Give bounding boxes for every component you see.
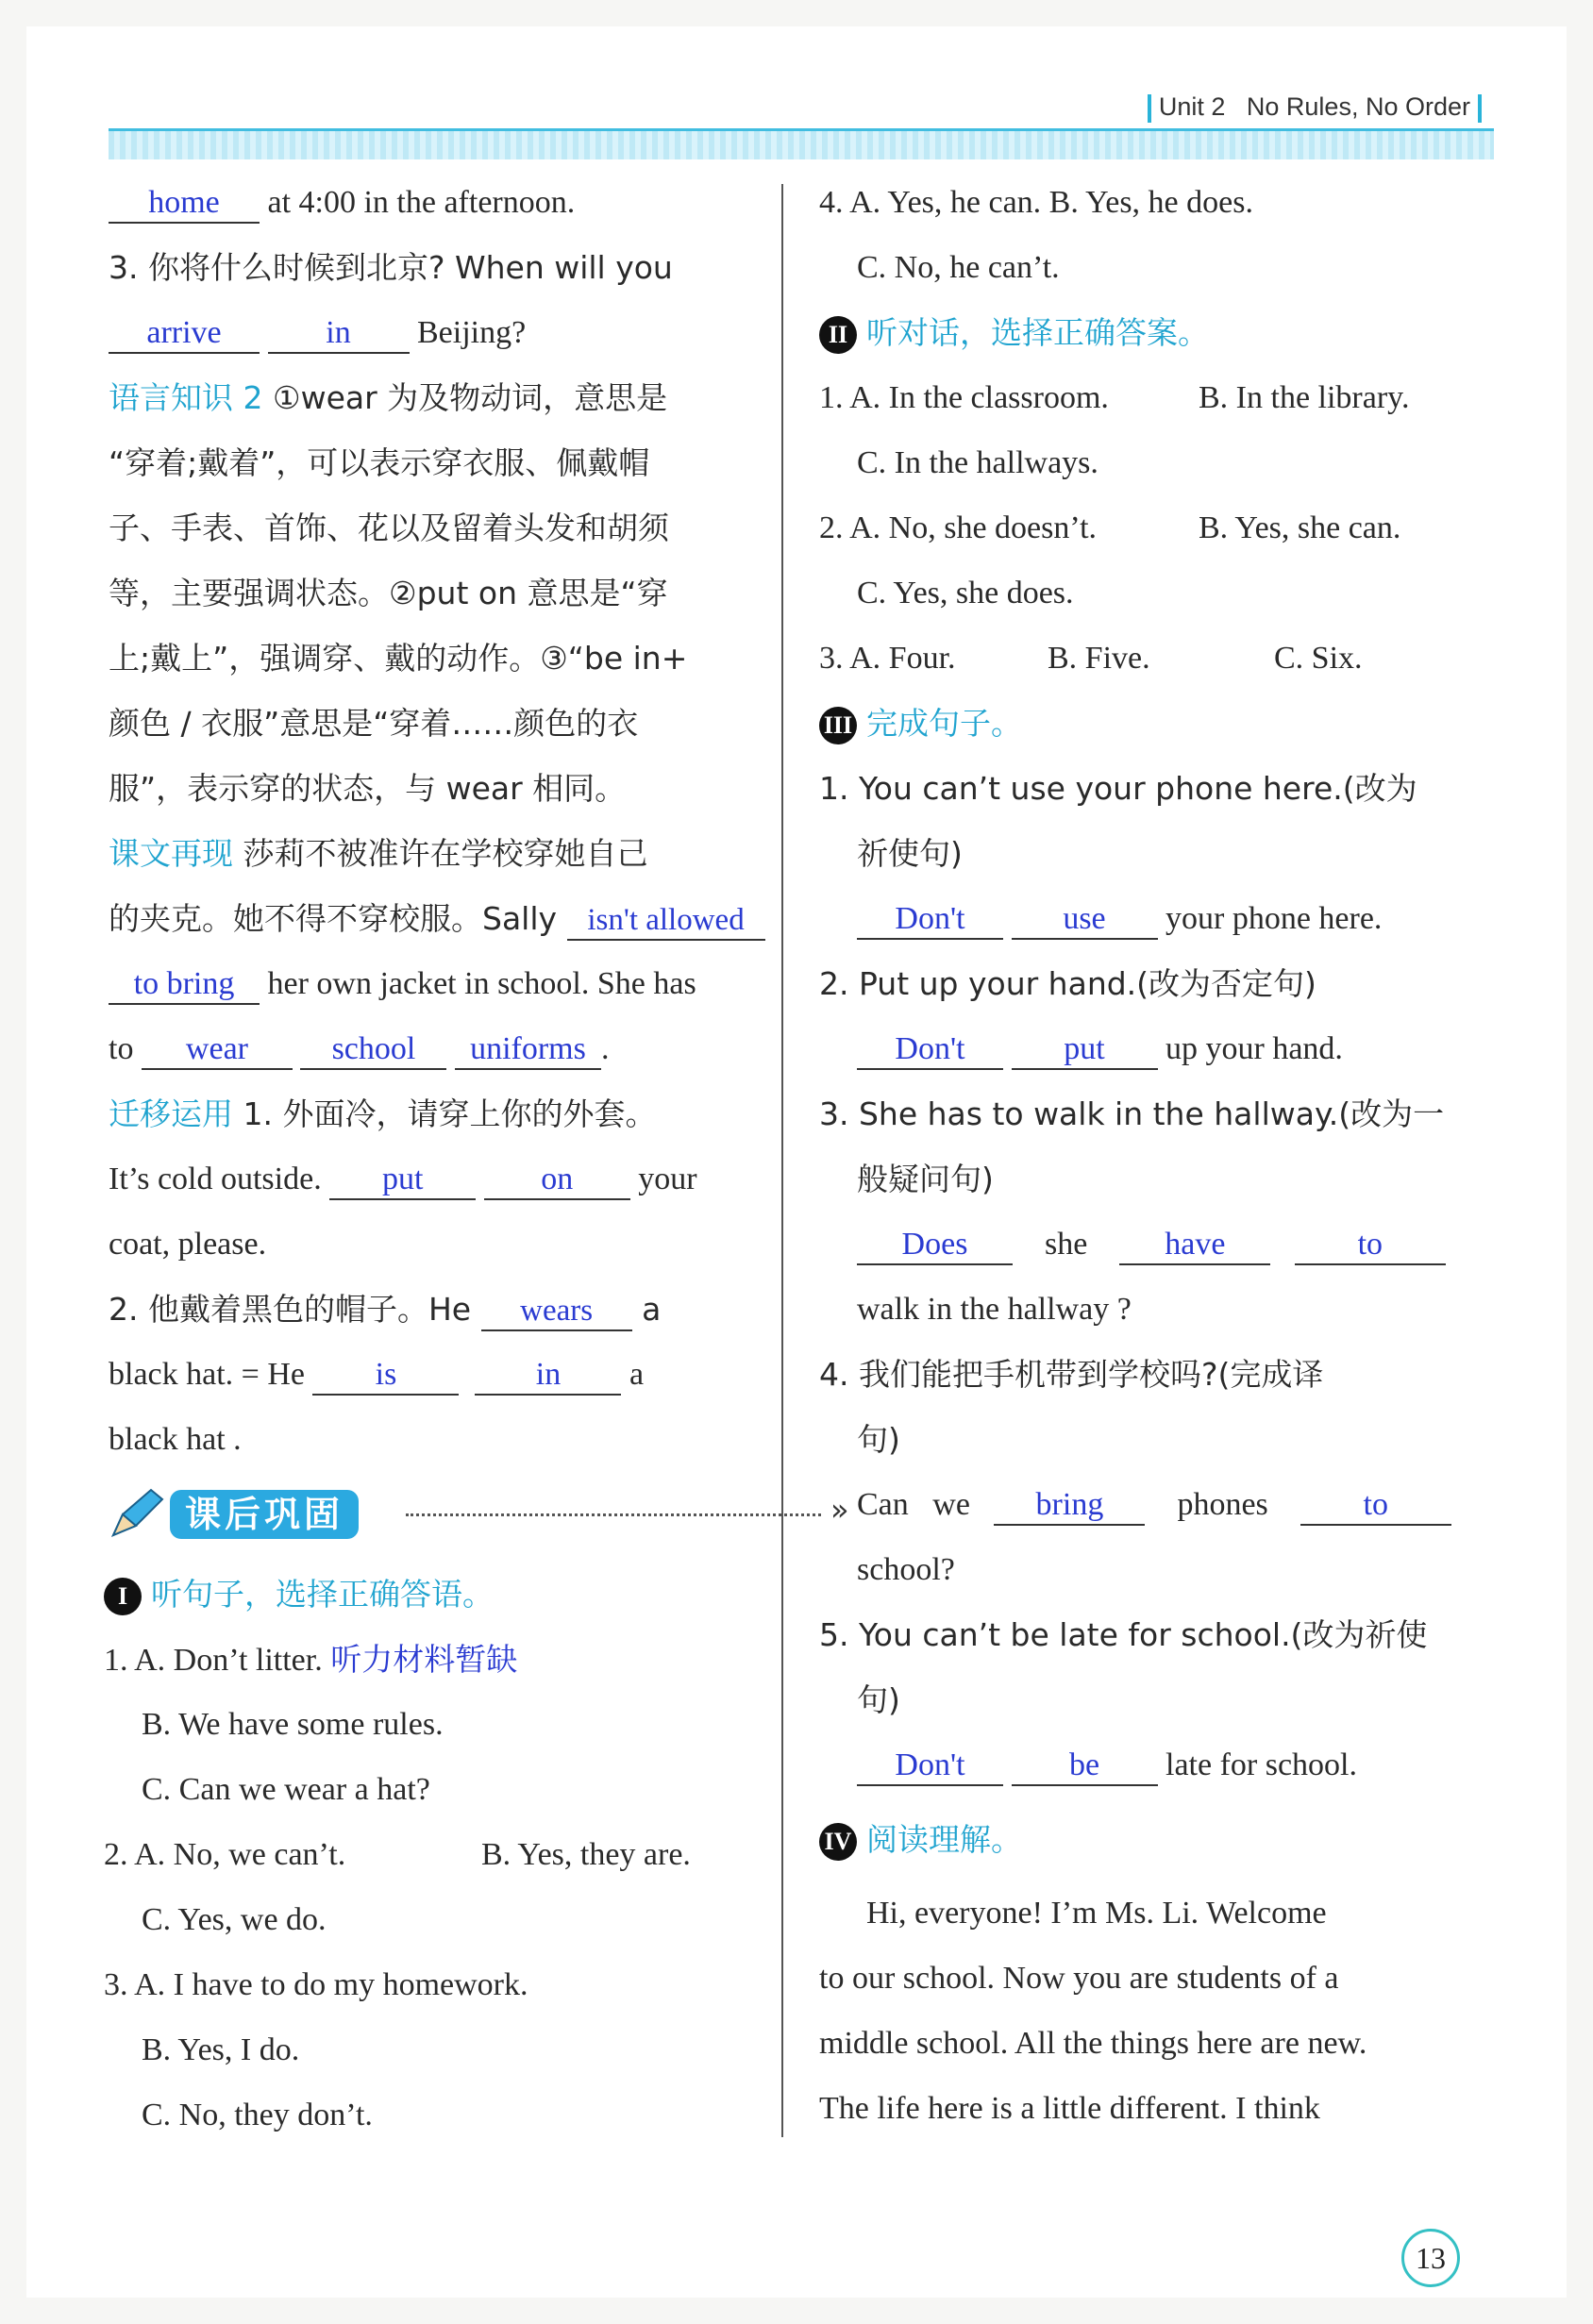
option: B. In the library. xyxy=(1199,380,1410,415)
transfer-line: coat, please. xyxy=(109,1227,267,1262)
banner-title: 课后巩固 xyxy=(170,1490,359,1539)
transfer-heading: 迁移运用 1. 外面冷，请穿上你的外套。 xyxy=(109,1095,657,1132)
question-3: 3. A. Four. xyxy=(819,641,956,676)
reading-line: The life here is a little different. I think xyxy=(819,2091,1320,2126)
page-number: 13 xyxy=(1401,2229,1460,2287)
option: C. Can we wear a hat? xyxy=(142,1772,430,1807)
answer-4-cont: school? xyxy=(857,1552,955,1587)
sentence-5-cont: 句) xyxy=(857,1681,900,1718)
after-class-banner xyxy=(104,1486,849,1545)
option: B. We have some rules. xyxy=(142,1707,444,1742)
question-2: 2. A. No, she doesn’t. xyxy=(819,510,1098,545)
sentence-5: 5. You can’t be late for school.(改为祈使 xyxy=(819,1616,1428,1653)
option: B. Yes, she can. xyxy=(1199,510,1401,545)
transfer-line: black hat. = He is in a xyxy=(109,1356,644,1396)
question-2: 2. A. No, we can’t. xyxy=(104,1837,346,1872)
pencil-icon xyxy=(104,1486,170,1545)
answer-3-cont: walk in the hallway ? xyxy=(857,1292,1132,1327)
unit-label: Unit 2 xyxy=(1158,92,1226,121)
sentence-2: 2. Put up your hand.(改为否定句) xyxy=(819,965,1316,1002)
text-recap-line: to bring her own jacket in school. She has xyxy=(109,965,696,1005)
sentence-4: 4. 我们能把手机带到学校吗?(完成译 xyxy=(819,1356,1324,1393)
left-line-1: home at 4:00 in the afternoon. xyxy=(109,184,575,224)
text-recap-heading: 课文再现 莎莉不被准许在学校穿她自己 xyxy=(109,835,648,872)
knowledge-line: 服”，表示穿的状态，与 wear 相同。 xyxy=(109,770,627,807)
option: B. Five. xyxy=(1048,641,1150,676)
option: C. In the hallways. xyxy=(857,445,1098,480)
transfer-line: It’s cold outside. put on your xyxy=(109,1161,697,1200)
reading-line: Hi, everyone! I’m Ms. Li. Welcome xyxy=(866,1896,1327,1931)
left-line-3: arrive in Beijing? xyxy=(109,314,526,354)
sentence-3: 3. She has to walk in the hallway.(改为一 xyxy=(819,1095,1445,1132)
column-divider xyxy=(781,184,783,2137)
knowledge-line: 颜色 / 衣服”意思是“穿着……颜色的衣 xyxy=(109,705,639,742)
answer-3: Does she have to xyxy=(857,1226,1446,1265)
left-line-2: 3. 你将什么时候到北京? When will you xyxy=(109,249,673,286)
section-2-title: II 听对话，选择正确答案。 xyxy=(819,314,1209,354)
answer-1: Don't use your phone here. xyxy=(857,900,1382,940)
sentence-1-cont: 祈使句) xyxy=(857,835,963,872)
header-rule xyxy=(109,128,1494,159)
running-header xyxy=(1140,92,1489,123)
answer-5: Don't be late for school. xyxy=(857,1747,1357,1786)
sentence-3-cont: 般疑问句) xyxy=(857,1161,994,1197)
double-arrow-icon: » xyxy=(830,1492,849,1528)
option: B. Yes, they are. xyxy=(481,1837,691,1872)
answer-2: Don't put up your hand. xyxy=(857,1030,1343,1070)
text-recap-line: to wear school uniforms . xyxy=(109,1030,609,1070)
sentence-1: 1. You can’t use your phone here.(改为 xyxy=(819,770,1417,807)
transfer-line: black hat . xyxy=(109,1422,242,1457)
text-recap-line: 的夹克。她不得不穿校服。Sally isn't allowed xyxy=(109,900,765,941)
knowledge-line: “穿着;戴着”，可以表示穿衣服、佩戴帽 xyxy=(109,444,650,481)
knowledge-line: 等，主要强调状态。②put on 意思是“穿 xyxy=(109,575,668,611)
section-4-title: IV 阅读理解。 xyxy=(819,1821,1022,1861)
question-3: 3. A. I have to do my homework. xyxy=(104,1967,528,2002)
question-4: 4. A. Yes, he can. B. Yes, he does. xyxy=(819,185,1253,220)
option: C. Yes, we do. xyxy=(142,1902,327,1937)
option: C. No, he can’t. xyxy=(857,250,1060,285)
knowledge-2-heading: 语言知识 2 ①wear 为及物动词，意思是 xyxy=(109,379,668,416)
reading-line: middle school. All the things here are new. xyxy=(819,2026,1367,2061)
banner-dots xyxy=(406,1513,821,1516)
option: C. No, they don’t. xyxy=(142,2098,373,2132)
option: B. Yes, I do. xyxy=(142,2032,300,2067)
transfer-line: 2. 他戴着黑色的帽子。He wears a xyxy=(109,1291,661,1331)
knowledge-line: 上;戴上”，强调穿、戴的动作。③“be in+ xyxy=(109,640,688,677)
knowledge-line: 子、手表、首饰、花以及留着头发和胡须 xyxy=(109,510,669,546)
question-1: 1. A. In the classroom. xyxy=(819,380,1109,415)
sentence-4-cont: 句) xyxy=(857,1421,900,1458)
reading-line: to our school. Now you are students of a xyxy=(819,1961,1339,1996)
option: C. Yes, she does. xyxy=(857,576,1074,610)
option: C. Six. xyxy=(1274,641,1363,676)
section-1-title: I 听句子，选择正确答语。 xyxy=(104,1576,494,1615)
section-3-title: III 完成句子。 xyxy=(819,705,1022,744)
question-1: 1. A. Don’t litter. 听力材料暂缺 xyxy=(104,1641,518,1678)
unit-title: No Rules, No Order xyxy=(1246,92,1470,121)
answer-4: Can we bring phones to xyxy=(857,1486,1451,1526)
